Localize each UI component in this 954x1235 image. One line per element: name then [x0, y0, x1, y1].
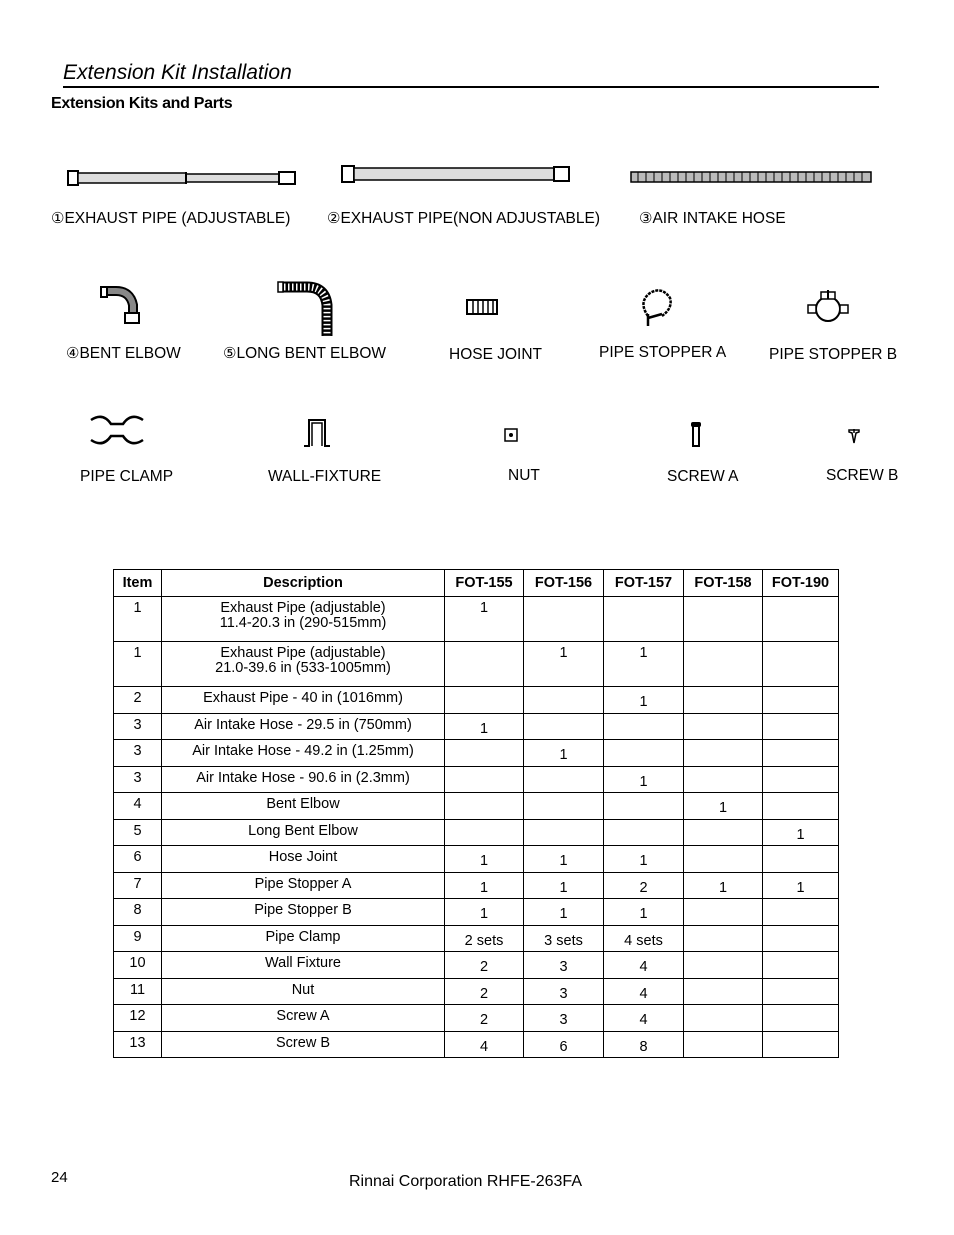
cell-quantity: 1 [604, 766, 684, 793]
cell-quantity [684, 846, 763, 873]
description-line: Pipe Clamp [265, 928, 341, 945]
table-row [114, 1031, 839, 1058]
cell-description [162, 766, 445, 793]
cell-quantity [763, 740, 839, 767]
part-label-exhaust-pipe-non-adjustable: ②EXHAUST PIPE(NON ADJUSTABLE) [327, 210, 600, 227]
cell-item: 3 [114, 713, 162, 740]
cell-quantity [684, 766, 763, 793]
cell-quantity [684, 1031, 763, 1058]
part-label-nut: NUT [508, 467, 540, 484]
cell-quantity: 1 [763, 819, 839, 846]
cell-item: 12 [114, 1005, 162, 1032]
cell-quantity: 4 [445, 1031, 524, 1058]
description-line: Air Intake Hose - 29.5 in (750mm) [194, 716, 412, 733]
table-row [114, 952, 839, 979]
cell-quantity [684, 713, 763, 740]
cell-quantity [684, 978, 763, 1005]
cell-item: 9 [114, 925, 162, 952]
part-label-bent-elbow: ④BENT ELBOW [66, 345, 181, 362]
cell-quantity: 2 [445, 1005, 524, 1032]
description-line: Air Intake Hose - 90.6 in (2.3mm) [196, 769, 410, 786]
cell-quantity [684, 952, 763, 979]
part-label-screw-a: SCREW A [667, 468, 739, 485]
cell-description [162, 846, 445, 873]
table-header: FOT-157 [604, 570, 684, 597]
cell-quantity [684, 687, 763, 714]
cell-quantity [684, 740, 763, 767]
cell-quantity [684, 819, 763, 846]
cell-quantity [445, 766, 524, 793]
table-body [114, 597, 839, 1058]
cell-quantity: 4 sets [604, 925, 684, 952]
cell-quantity: 4 [604, 978, 684, 1005]
description-line: Wall Fixture [265, 955, 341, 971]
cell-item: 13 [114, 1031, 162, 1058]
cell-quantity [604, 713, 684, 740]
cell-quantity: 1 [445, 846, 524, 873]
cell-description [162, 819, 445, 846]
cell-quantity [524, 793, 604, 820]
page-number: 24 [51, 1169, 68, 1186]
table-row [114, 819, 839, 846]
cell-quantity [524, 597, 604, 642]
table-header: FOT-156 [524, 570, 604, 597]
table-row [114, 1005, 839, 1032]
description-line: Pipe Stopper A [254, 875, 352, 892]
cell-quantity: 1 [445, 597, 524, 642]
bent-elbow-icon [100, 287, 140, 325]
cell-quantity [684, 1005, 763, 1032]
part-label-pipe-stopper-b: PIPE STOPPER B [769, 346, 898, 363]
cell-description [162, 642, 445, 687]
description-line: Nut [291, 981, 315, 998]
description-line: Air Intake Hose - 49.2 in (1.25mm) [192, 743, 414, 759]
wall-fixture-icon [302, 418, 332, 448]
pipe-stopper-b-icon [806, 290, 850, 324]
cell-description [162, 872, 445, 899]
cell-quantity: 1 [445, 713, 524, 740]
long-bent-elbow-icon [277, 280, 337, 340]
table-row [114, 713, 839, 740]
part-label-exhaust-pipe-adjustable: ①EXHAUST PIPE (ADJUSTABLE) [51, 210, 291, 227]
cell-description [162, 899, 445, 926]
description-line: Screw A [276, 1008, 330, 1024]
cell-quantity [763, 899, 839, 926]
description-line: Exhaust Pipe (adjustable) [220, 645, 386, 661]
table-row [114, 846, 839, 873]
table-row [114, 687, 839, 714]
cell-quantity [763, 793, 839, 820]
cell-item: 2 [114, 687, 162, 714]
cell-quantity: 1 [684, 793, 763, 820]
screw-a-icon [690, 421, 702, 447]
cell-item: 4 [114, 793, 162, 820]
pipe-clamp-icon [89, 414, 145, 446]
cell-description [162, 952, 445, 979]
part-label-long-bent-elbow: ⑤LONG BENT ELBOW [223, 345, 387, 362]
cell-description [162, 597, 445, 642]
section-title: Extension Kits and Parts [51, 95, 233, 112]
description-line: Exhaust Pipe - 40 in (1016mm) [203, 690, 403, 706]
cell-quantity: 2 sets [445, 925, 524, 952]
cell-description [162, 713, 445, 740]
cell-quantity [763, 978, 839, 1005]
cell-quantity: 1 [524, 899, 604, 926]
cell-quantity: 3 [524, 978, 604, 1005]
cell-quantity [524, 819, 604, 846]
table-row [114, 740, 839, 767]
table-header: FOT-158 [684, 570, 763, 597]
cell-quantity [763, 925, 839, 952]
table-header: FOT-155 [445, 570, 524, 597]
part-label-screw-b: SCREW B [826, 467, 899, 484]
cell-quantity [604, 793, 684, 820]
cell-quantity [445, 642, 524, 687]
cell-item: 3 [114, 766, 162, 793]
description-line: Long Bent Elbow [248, 822, 358, 839]
cell-item: 1 [114, 642, 162, 687]
cell-quantity [763, 713, 839, 740]
table-row [114, 925, 839, 952]
cell-description [162, 978, 445, 1005]
table-header: Description [162, 570, 445, 597]
cell-quantity: 1 [524, 740, 604, 767]
cell-description [162, 687, 445, 714]
cell-quantity [604, 597, 684, 642]
cell-quantity: 4 [604, 1005, 684, 1032]
cell-item: 1 [114, 597, 162, 642]
cell-quantity: 1 [524, 846, 604, 873]
table-row [114, 597, 839, 642]
cell-quantity: 1 [445, 872, 524, 899]
exhaust-pipe-adjustable-icon [67, 168, 297, 188]
table-header: Item [114, 570, 162, 597]
cell-description [162, 925, 445, 952]
cell-description [162, 1031, 445, 1058]
cell-quantity: 4 [604, 952, 684, 979]
cell-quantity [763, 952, 839, 979]
cell-item: 8 [114, 899, 162, 926]
cell-quantity [445, 819, 524, 846]
cell-quantity [524, 766, 604, 793]
page-title: Extension Kit Installation [63, 60, 879, 88]
air-intake-hose-icon [630, 170, 872, 184]
part-label-air-intake-hose: ③AIR INTAKE HOSE [639, 210, 786, 227]
cell-item: 5 [114, 819, 162, 846]
description-line: Hose Joint [268, 849, 338, 865]
cell-item: 3 [114, 740, 162, 767]
cell-quantity [684, 925, 763, 952]
cell-quantity [524, 713, 604, 740]
cell-quantity: 1 [445, 899, 524, 926]
cell-quantity: 1 [604, 642, 684, 687]
description-line: 21.0-39.6 in (533-1005mm) [215, 660, 391, 676]
cell-item: 11 [114, 978, 162, 1005]
cell-quantity: 1 [684, 872, 763, 899]
exhaust-pipe-non-adjustable-icon [341, 164, 571, 184]
cell-quantity: 1 [604, 899, 684, 926]
description-line: Screw B [276, 1034, 330, 1051]
cell-quantity: 2 [445, 978, 524, 1005]
table-row [114, 766, 839, 793]
table-row [114, 978, 839, 1005]
cell-quantity: 2 [604, 872, 684, 899]
cell-quantity: 2 [445, 952, 524, 979]
cell-quantity: 3 [524, 952, 604, 979]
cell-quantity [445, 740, 524, 767]
cell-quantity: 3 [524, 1005, 604, 1032]
nut-icon [504, 428, 518, 442]
part-label-pipe-stopper-a: PIPE STOPPER A [599, 344, 727, 361]
cell-quantity [684, 642, 763, 687]
cell-description [162, 740, 445, 767]
cell-description [162, 793, 445, 820]
part-label-pipe-clamp: PIPE CLAMP [80, 468, 174, 485]
part-label-wall-fixture: WALL-FIXTURE [268, 468, 382, 485]
cell-quantity [445, 793, 524, 820]
cell-quantity: 1 [604, 846, 684, 873]
cell-quantity: 1 [524, 642, 604, 687]
cell-quantity [524, 687, 604, 714]
cell-quantity: 6 [524, 1031, 604, 1058]
cell-quantity [763, 766, 839, 793]
footer-text: Rinnai Corporation RHFE-263FA [349, 1173, 582, 1190]
description-line: Exhaust Pipe (adjustable) [220, 600, 386, 616]
cell-quantity [763, 1031, 839, 1058]
cell-item: 6 [114, 846, 162, 873]
cell-quantity [604, 740, 684, 767]
screw-b-icon [848, 428, 860, 444]
cell-item: 10 [114, 952, 162, 979]
table-row [114, 642, 839, 687]
cell-quantity [763, 846, 839, 873]
pipe-stopper-a-icon [640, 288, 674, 330]
cell-quantity: 3 sets [524, 925, 604, 952]
cell-quantity: 1 [763, 872, 839, 899]
description-line: 11.4-20.3 in (290-515mm) [219, 615, 387, 631]
parts-table [113, 569, 839, 1058]
description-line: Bent Elbow [266, 796, 340, 812]
table-row [114, 872, 839, 899]
description-line: Pipe Stopper B [254, 902, 352, 918]
cell-quantity: 1 [524, 872, 604, 899]
cell-quantity [763, 642, 839, 687]
hose-joint-icon [466, 299, 498, 315]
cell-quantity [763, 597, 839, 642]
table-row [114, 793, 839, 820]
cell-quantity [684, 899, 763, 926]
cell-quantity [604, 819, 684, 846]
part-label-hose-joint: HOSE JOINT [449, 346, 543, 363]
table-header-row [114, 570, 839, 597]
cell-quantity: 1 [604, 687, 684, 714]
cell-quantity [445, 687, 524, 714]
cell-description [162, 1005, 445, 1032]
table-header: FOT-190 [763, 570, 839, 597]
cell-quantity [684, 597, 763, 642]
cell-item: 7 [114, 872, 162, 899]
cell-quantity [763, 1005, 839, 1032]
cell-quantity: 8 [604, 1031, 684, 1058]
table-row [114, 899, 839, 926]
cell-quantity [763, 687, 839, 714]
